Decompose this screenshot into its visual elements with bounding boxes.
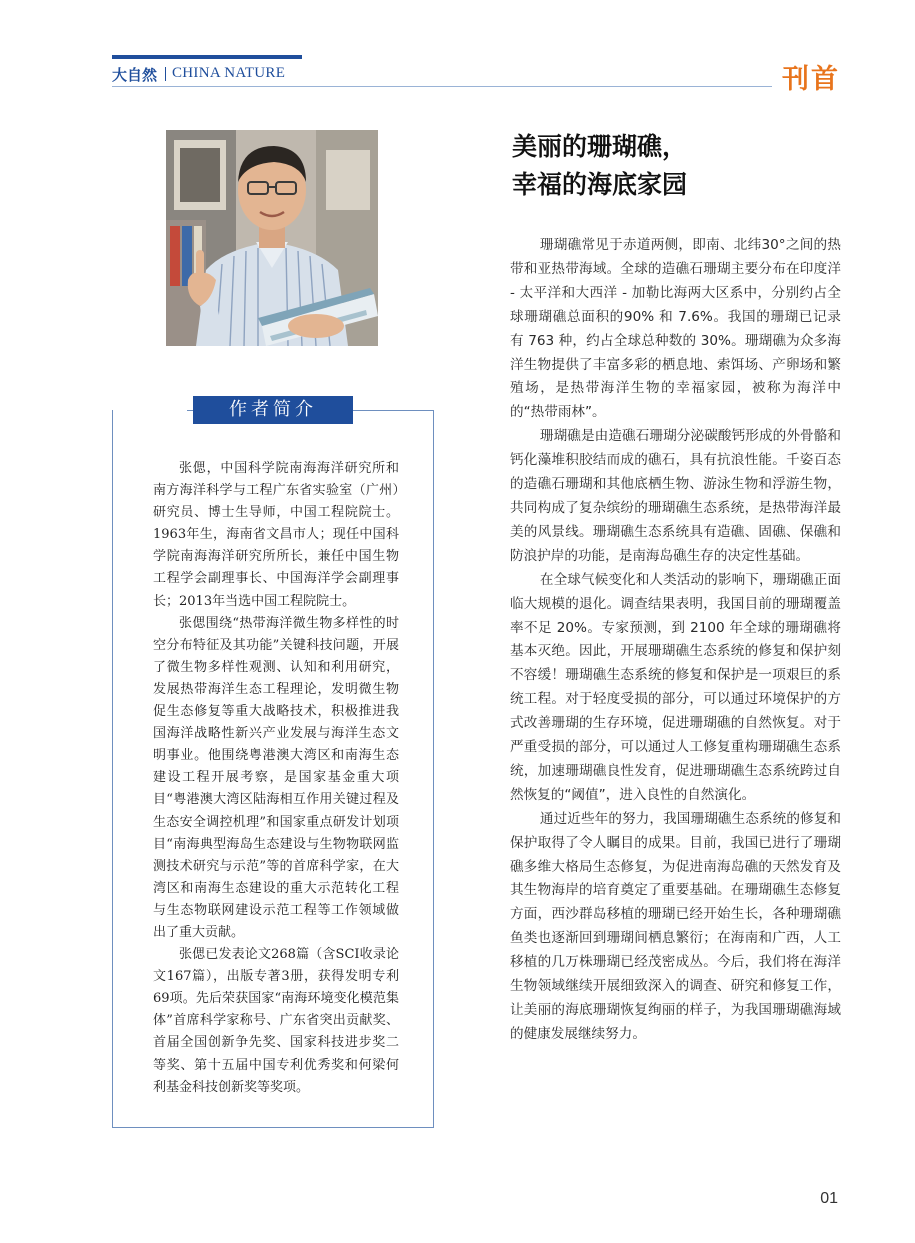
article-body bbox=[510, 234, 841, 1047]
headline-line: 美丽的珊瑚礁， bbox=[512, 132, 688, 161]
article-paragraph: 珊瑚礁是由造礁石珊瑚分泌碳酸钙形成的外骨骼和钙化藻堆积胶结而成的礁石，具有抗浪性能。千姿百态的造礁石珊瑚和其他底栖生物、游泳生物和浮游生物，共同构成了复杂缤纷的珊瑚礁生态系统，是热带海洋最美的风景线。珊瑚礁生态系统具有造礁、固礁、保礁和防浪护岸的功能，是南海岛礁生存的决定性基础。 bbox=[510, 428, 841, 564]
brand-separator bbox=[165, 67, 166, 81]
article-headline bbox=[512, 128, 842, 204]
header-rule bbox=[112, 86, 772, 87]
author-bio-box bbox=[112, 399, 434, 1128]
bio-paragraph: 张偲，中国科学院南海海洋研究所和南方海洋科学与工程广东省实验室（广州）研究员、博士生导师，中国工程院院士。1963年生，海南省文昌市人；现任中国科学院南海海洋研究所所长，兼任中国生物工程学会副理事长、中国海洋学会副理事长；2013年当选中国工程院院士。 bbox=[153, 461, 399, 609]
bio-paragraph: 张偲围绕“热带海洋微生物多样性的时空分布特征及其功能”关键科技问题，开展了微生物多样性观测、认知和利用研究，发展热带海洋生态工程理论，发明微生物促生态修复等重大战略技术，积极推进我国海洋战略性新兴产业发展与海洋生态文明事业。他围绕粤港澳大湾区和南海生态建设工程开展考察，是国家基金重大项目“粤港澳大湾区陆海相互作用关键过程及生态安全调控机理”和国家重点研发计划项目“南海典型海岛生态建设与生物物联网监测技术研究与示范”等的首席科学家，在大湾区和南海生态建设的重大示范转化工程与生态物联网建设示范工程等工作领域做出了重大贡献。 bbox=[153, 615, 399, 940]
article-paragraph: 在全球气候变化和人类活动的影响下，珊瑚礁正面临大规模的退化。调查结果表明，我国目前的珊瑚覆盖率不足 20%。专家预测，到 2100 年全球的珊瑚礁将基本灭绝。因此，开展珊瑚礁生态系统的修复和保护刻不容缓！珊瑚礁生态系统的修复和保护是一项艰巨的系统工程。对于轻度受损的部分，可以通过环境保护的方式改善珊瑚的生存环境，促进珊瑚礁的自然恢复。对于严重受损的部分，可以通过人工修复重构珊瑚礁生态系统，加速珊瑚礁良性发育，促进珊瑚礁生态系统跨过自然恢复的“阈值”，进入良性的自然演化。 bbox=[510, 571, 841, 803]
magazine-brand-english: CHINA NATURE bbox=[172, 65, 286, 81]
article-paragraph: 珊瑚礁常见于赤道两侧，即南、北纬30°之间的热带和亚热带海域。全球的造礁石珊瑚主要分布在印度洋 - 太平洋和大西洋 - 加勒比海两大区系中，分别约占全球珊瑚礁总面积的90% 和 7.6%。我国的珊瑚已记录有 763 种，约占全球总种数的 30%。珊瑚礁为众多海洋生物提供了丰富多彩的栖息地、索饵场、产卵场和繁殖场，是热带海洋生物的幸福家园，被称为海洋中的“热带雨林”。 bbox=[510, 237, 841, 421]
page-number: 01 bbox=[820, 1190, 838, 1207]
headline-line: 幸福的海底家园 bbox=[512, 170, 688, 199]
header-accent-bar bbox=[112, 55, 302, 59]
bio-text bbox=[153, 458, 399, 1099]
magazine-brand: 大自然 bbox=[112, 66, 158, 84]
article-paragraph: 通过近些年的努力，我国珊瑚礁生态系统的修复和保护取得了令人瞩目的成果。目前，我国已进行了珊瑚礁多维大格局生态修复，为促进南海岛礁的天然发育及其生物海岸的培育奠定了重要基础。在珊瑚礁生态修复方面，西沙群岛移植的珊瑚已经开始生长，各种珊瑚礁鱼类也逐渐回到珊瑚间栖息繁衍；在海南和广西，人工移植的几万株珊瑚已经茂密成丛。今后，我们将在海洋生物领域继续开展细致深入的调查、研究和修复工作，让美丽的海底珊瑚恢复绚丽的样子，为我国珊瑚礁海域的健康发展继续努力。 bbox=[510, 810, 841, 1042]
section-title: 刊首 bbox=[782, 64, 840, 95]
bio-paragraph: 张偲已发表论文268篇（含SCI收录论文167篇），出版专著3册，获得发明专利69项。先后荣获国家“南海环境变化模范集体”首席科学家称号、广东省突出贡献奖、首届全国创新争先奖、国家科技进步奖二等奖、第十五届中国专利优秀奖和何梁何利基金科技创新奖等奖项。 bbox=[153, 947, 399, 1095]
bio-title: 作者简介 bbox=[193, 396, 353, 424]
author-portrait-illustration bbox=[166, 130, 378, 346]
author-photo bbox=[166, 130, 378, 346]
magazine-header bbox=[112, 55, 840, 95]
